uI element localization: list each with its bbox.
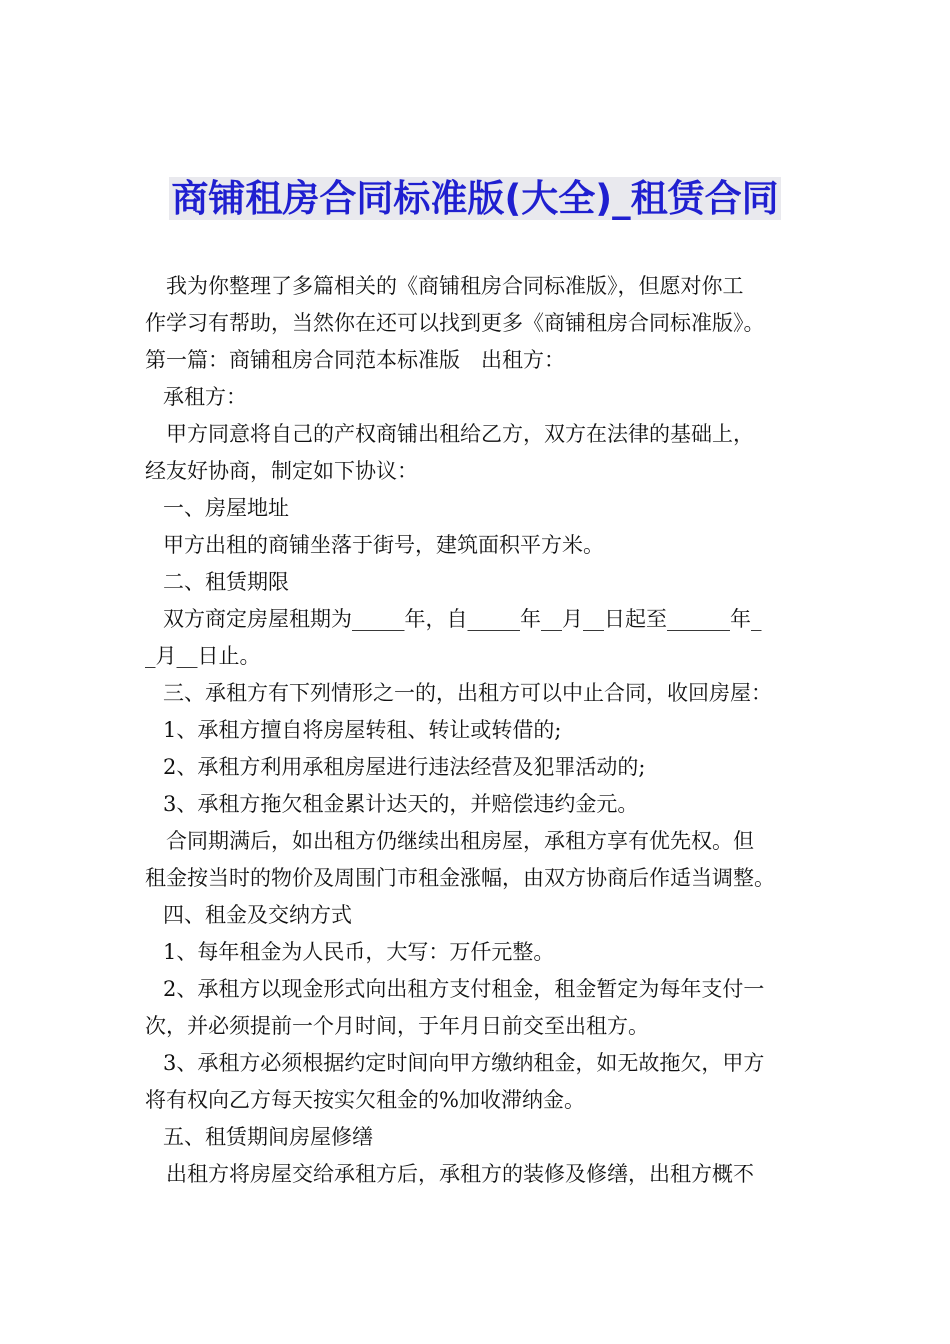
paragraph-line: 经友好协商，制定如下协议： (145, 459, 418, 483)
section-heading: 二、租赁期限 (163, 570, 289, 594)
paragraph-line: 承租方： (163, 385, 247, 409)
list-item: 2、承租方以现金形式向出租方支付租金，租金暂定为每年支付一 (163, 977, 765, 1001)
paragraph-line: 我为你整理了多篇相关的《商铺租房合同标准版》，但愿对你工 (166, 274, 744, 298)
list-item: 3、承租方必须根据约定时间向甲方缴纳租金，如无故拖欠，甲方 (163, 1051, 765, 1075)
list-item: 3、承租方拖欠租金累计达天的，并赔偿违约金元。 (163, 792, 639, 816)
section-heading: 一、房屋地址 (163, 496, 289, 520)
paragraph-line: 双方商定房屋租期为_____年，自_____年__月__日起至______年_ (163, 607, 762, 631)
paragraph-line: 合同期满后，如出租方仍继续出租房屋，承租方享有优先权。但 (166, 829, 754, 853)
paragraph-line: 甲方同意将自己的产权商铺出租给乙方，双方在法律的基础上， (166, 422, 754, 446)
section-heading: 三、承租方有下列情形之一的，出租方可以中止合同，收回房屋： (163, 681, 772, 705)
document-title-text: 商铺租房合同标准版(大全)_租赁合同 (171, 177, 779, 220)
list-item: 1、承租方擅自将房屋转租、转让或转借的; (163, 718, 562, 742)
paragraph-line: 出租方将房屋交给承租方后，承租方的装修及修缮，出租方概不 (166, 1162, 754, 1186)
paragraph-line: 将有权向乙方每天按实欠租金的%加收滞纳金。 (145, 1088, 585, 1112)
document-title (0, 173, 950, 225)
document-body (145, 268, 810, 1193)
list-item: 1、每年租金为人民币，大写：万仟元整。 (163, 940, 555, 964)
section-heading: 四、租金及交纳方式 (163, 903, 352, 927)
paragraph-line: 作学习有帮助，当然你在还可以找到更多《商铺租房合同标准版》。 (145, 311, 765, 335)
paragraph-line: 次，并必须提前一个月时间，于年月日前交至出租方。 (145, 1014, 649, 1038)
paragraph-line: 租金按当时的物价及周围门市租金涨幅，由双方协商后作适当调整。 (145, 866, 775, 890)
paragraph-line: 第一篇：商铺租房合同范本标准版 出租方： (145, 348, 565, 372)
section-heading: 五、租赁期间房屋修缮 (163, 1125, 373, 1149)
paragraph-line: _月__日止。 (145, 644, 261, 668)
list-item: 2、承租方利用承租房屋进行违法经营及犯罪活动的; (163, 755, 646, 779)
paragraph-line: 甲方出租的商铺坐落于街号，建筑面积平方米。 (163, 533, 604, 557)
